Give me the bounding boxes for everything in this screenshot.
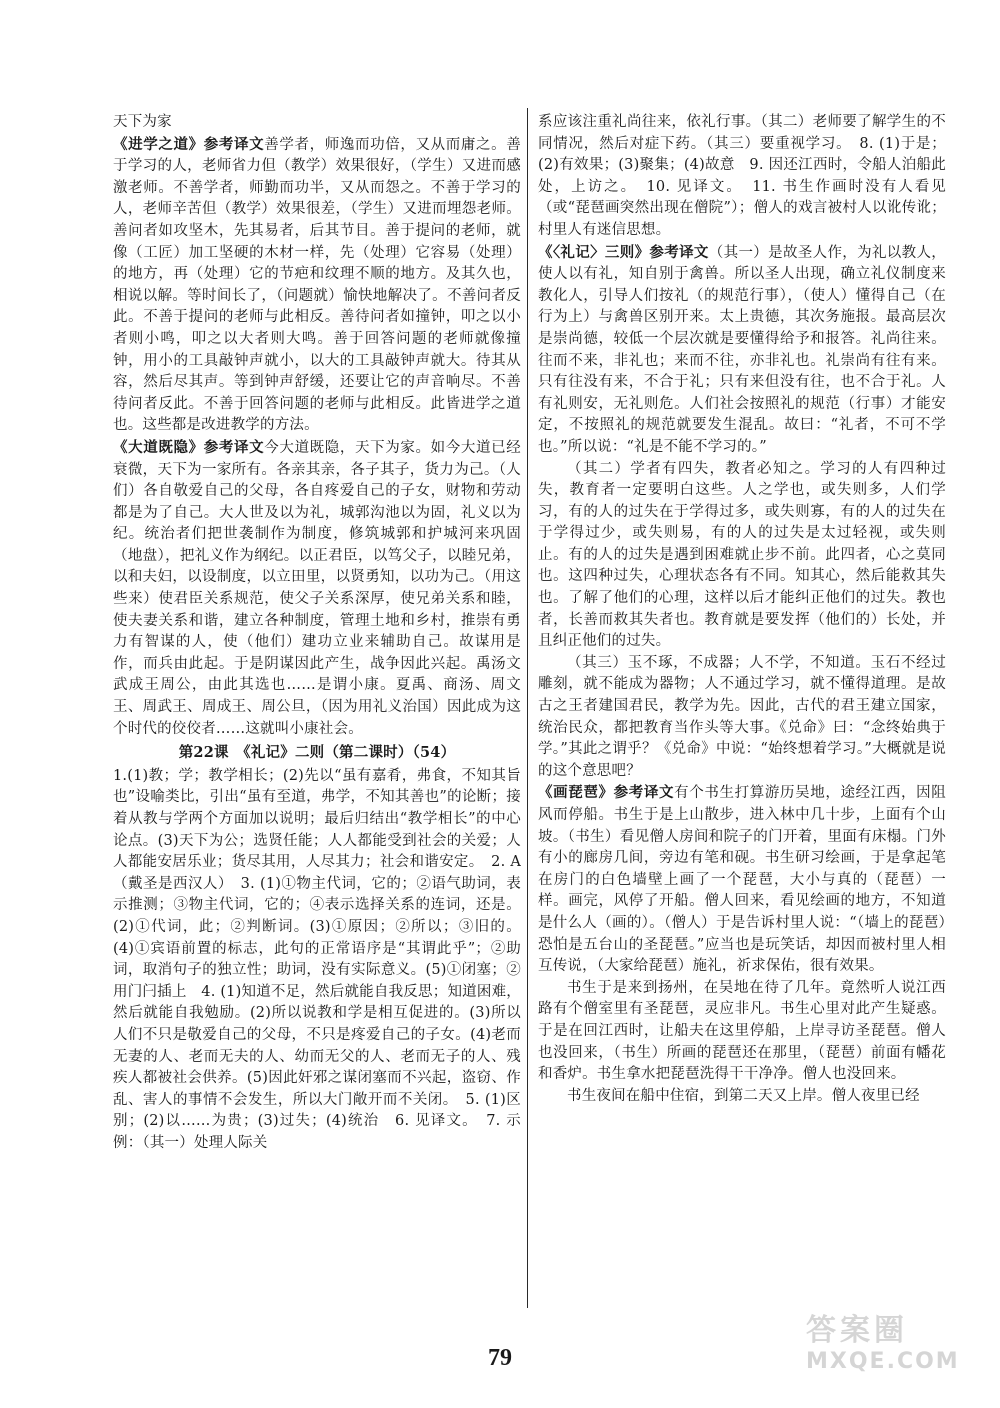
watermark-logo: 答案圈 bbox=[806, 1313, 908, 1348]
section-title: 《画琵琶》参考译文 bbox=[538, 784, 675, 802]
section-body: （其一）是故圣人作，为礼以教人，使人以有礼，知自别于禽兽。所以圣人出现，确立礼仪制度来教化人，引导人们按礼（的规范行事），（使人）懂得自己（在行为上）与禽兽区别开来。太上贵德，其次务施报。最高层次是崇尚德，较低一个层次就是要懂得给予和报答。礼尚往来。往而不来，非礼也；来而不往，亦非礼也。礼崇尚有往有来。只有往没有来，不合于礼；只有来但没有往，也不合于礼。人有礼则安，无礼则危。人们社会按照礼的规范（行事）才能安定，不按照礼的规范就要发生混乱。故曰：“礼者，不可不学也。”所以说：“礼是不能不学习的。” bbox=[538, 244, 947, 455]
answers-paragraph: 1.(1)教；学；教学相长；(2)先以“虽有嘉肴，弗食，不知其旨也”设喻类比，引出“虽有至道，弗学，不知其善也”的论断；接着从教与学两个方面加以说明；最后归结出“教学相长”的中心论点。(3)天下为公；选贤任能；人人都能受到社会的关爱；人人都能安居乐业；货尽其用，人尽其力；社会和谐安定。 2. A（戴圣是西汉人） 3. (1)①物主代词，它的；②语气助词，表示推测；③物主代词，它的；④表示选择关系的连词，还是。(2)①代词，此；②判断词。(3)①原因；②所以；③旧的。(4)①宾语前置的标志，此句的正常语序是“其谓此乎”；②助词，取消句子的独立性；助词，没有实际意义。(5)①闭塞；②用门闩插上 4. (1)知道不足，然后就能自我反思；知道困难，然后就能自我勉励。(2)所以说教和学是相互促进的。(3)所以人们不只是敬爱自己的父母，不只是疼爱自己的子女。(4)老而无妻的人、老而无夫的人、幼而无父的人、老而无子的人、残疾人都被社会供养。(5)因此奸邪之谋闭塞而不兴起，盗窃、作乱、害人的事情不会发生，所以大门敞开而不关闭。 5. (1)区别；(2)以……为贵；(3)过失；(4)统治 6. 见译文。 7. 示例：（其一）处理人际关 bbox=[113, 767, 521, 1151]
heading-line: 天下为家 bbox=[113, 114, 172, 130]
section-title: 《大道既隐》参考译文 bbox=[113, 438, 265, 456]
pipa-paragraph-last: 书生夜间在船中住宿，到第二天又上岸。僧人夜里已经 bbox=[567, 1087, 920, 1104]
pipa-translation bbox=[538, 782, 946, 977]
section-title: 《〈礼记〉三则》参考译文 bbox=[538, 243, 709, 261]
jinxue-translation bbox=[113, 134, 521, 437]
section-body: 今大道既隐，天下为家。如今大道已经衰微，天下为一家所有。各亲其亲，各子其子，货力为己。（人们）各自敬爱自己的父母，各自疼爱自己的子女，财物和劳动都是为了自己。大人世及以为礼，城郭沟池以为固，礼义以为纪。统治者们把世袭制作为制度，修筑城郭和护城河来巩固（地盘），把礼义作为纲纪。以正君臣，以笃父子，以睦兄弟，以和夫妇，以设制度，以立田里，以贤勇知，以功为己。（用这些来）使君臣关系规范，使父子关系深厚，使兄弟关系和睦，使夫妻关系和谐，建立各种制度，管理土地和乡村，推崇有勇力有智谋的人，使（他们）建功立业来辅助自己。故谋用是作，而兵由此起。于是阴谋因此产生，战争因此兴起。禹汤文武成王周公，由此其选也……是谓小康。夏禹、商汤、周文王、周武王、周成王、周公旦，（因为用礼义治国）因此成为这个时代的佼佼者……这就叫小康社会。 bbox=[113, 439, 522, 737]
section-body: 有个书生打算游历吴地，途经江西，因阻风而停船。书生于是上山散步，进入林中几十步，上面有个山坡。（书生）看见僧人房间和院子的门开着，里面有床榻。门外有小的廊房几间，旁边有笔和砚。书生研习绘画，于是拿起笔在房门的白色墙壁上画了一个琵琶，大小与真的（琵琶）一样。画完，风停了开船。僧人回来，看见绘画的地方，不知道是什么人（画的）。（僧人）于是告诉村里人说：“（墙上的琵琶）恐怕是五台山的圣琵琶。”应当也是玩笑话，却因而被村里人相互传说，（大家给琵琶）施礼，祈求保佑，很有效果。 bbox=[538, 785, 946, 975]
section-title: 《进学之道》参考译文 bbox=[113, 135, 265, 153]
lesson-heading: 第22课 《礼记》二则（第二课时）（54） bbox=[178, 744, 456, 762]
column-divider bbox=[527, 108, 528, 1308]
liji-part-three: （其三）玉不琢，不成器；人不学，不知道。玉石不经过雕刻，就不能成为器物；人不通过学习，就不懂得道理。是故古之王者建国君民，教学为先。因此，古代的君王建立国家，统治民众，都把教育当作头等大事。《兑命》曰：“念终始典于学。”其此之谓乎？《兑命》中说：“始终想着学习。”大概就是说的这个意思吧？ bbox=[538, 654, 946, 779]
right-column bbox=[538, 112, 946, 1107]
pipa-paragraph: 书生于是来到扬州，在吴地在待了几年。竟然听人说江西路有个僧室里有圣琵琶，灵应非凡。书生心里对此产生疑惑。于是在回江西时，让船夫在这里停船，上岸寻访圣琵琶。僧人也没回来，（书生）所画的琵琶还在那里，（琵琶）前面有幡花和香炉。书生拿水把琵琶洗得干干净净。僧人也没回来。 bbox=[538, 979, 946, 1083]
dadao-translation bbox=[113, 437, 521, 740]
liji-part-two: （其二）学者有四失，教者必知之。学习的人有四种过失，教育者一定要明白这些。人之学也，或失则多，人们学习，有的人的过失在于学得过多，或失则寡，有的人的过失在于学得过少，或失则易，有的人的过失是太过轻视，或失则止。有的人的过失是遇到困难就止步不前。此四者，心之莫同也。这四种过失，心理状态各有不同。知其心，然后能救其失也。了解了他们的心理，这样以后才能纠正他们的过失。教也者，长善而救其失者也。教育就是要发挥（他们的）长处，并且纠正他们的过失。 bbox=[538, 460, 946, 650]
watermark bbox=[806, 1305, 986, 1400]
answers-continued: 系应该注重礼尚往来，依礼行事。（其二）老师要了解学生的不同情况，然后对症下药。（其三）要重视学习。 8. (1)于是；(2)有效果；(3)聚集；(4)故意 9. 因还江西时，令船人泊船此处，上访之。 10. 见译文。 11. 书生作画时没有人看见（或“琵琶画突然出现在僧院”）；僧人的戏言被村人以讹传讹；村里人有迷信思想。 bbox=[538, 114, 946, 238]
left-column bbox=[113, 112, 521, 1155]
page-number: 79 bbox=[488, 1345, 512, 1371]
watermark-site: MXQE.COM bbox=[806, 1349, 960, 1374]
liji-translation bbox=[538, 242, 946, 459]
section-body: 善学者，师逸而功倍，又从而庸之。善于学习的人，老师省力但（教学）效果很好，（学生）又进而感激老师。不善学者，师勤而功半，又从而怨之。不善于学习的人，老师辛苦但（教学）效果很差，（学生）又进而埋怨老师。善问者如攻坚木，先其易者，后其节目。善于提问的老师，就像（工匠）加工坚硬的木材一样，先（处理）它容易（处理）的地方，再（处理）它的节疤和纹理不顺的地方。及其久也，相说以解。等时间长了，（问题就）愉快地解决了。不善问者反此。不善于提问的老师与此相反。善待问者如撞钟，叩之以小者则小鸣，叩之以大者则大鸣。善于回答问题的老师就像撞钟，用小的工具敲钟声就小，以大的工具敲钟声就大。待其从容，然后尽其声。等到钟声舒缓，还要让它的声音响尽。不善待问者反此。不善于回答问题的老师与此相反。此皆进学之道也。这些都是改进教学的方法。 bbox=[113, 136, 522, 434]
